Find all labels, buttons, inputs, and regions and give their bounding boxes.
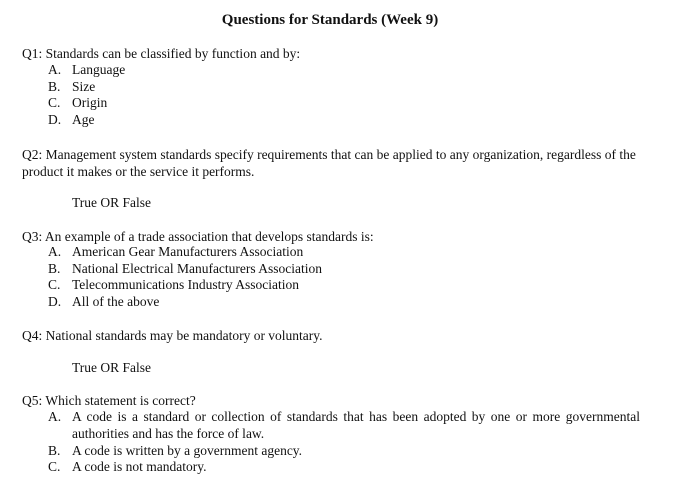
page-title: Questions for Standards (Week 9) — [221, 12, 439, 28]
q2-answer: True OR False — [72, 195, 152, 210]
q3-option-b: B. National Electrical Manufacturers Association — [48, 261, 323, 276]
q4-text: Q4: National standards may be mandatory or voluntary. — [22, 328, 323, 343]
q3-option-a: A. American Gear Manufacturers Association — [48, 244, 304, 259]
q1-option-d: D. Age — [48, 112, 95, 127]
q1-option-b: B. Size — [48, 79, 96, 94]
q5-option-b: B. A code is written by a government agency. — [48, 443, 303, 458]
q2-text: Q2: Management system standards specify requirements that can be applied to any organization, regardless of the product it makes or the service it performs. — [22, 147, 636, 179]
q3-option-c: C. Telecommunications Industry Association — [48, 277, 300, 292]
q1-option-a: A. Language — [48, 62, 126, 77]
q4-answer: True OR False — [72, 360, 152, 375]
q1-text: Q1: Standards can be classified by function and by: — [22, 46, 301, 61]
q5-option-c: C. A code is not mandatory. — [48, 459, 207, 474]
q1-option-c: C. Origin — [48, 95, 108, 110]
q5-text: Q5: Which statement is correct? — [22, 393, 196, 408]
q5-option-a: A. A code is a standard or collection of standards that has been adopted by one or more governmental authorities and has the force of law. — [48, 409, 640, 441]
q3-text: Q3: An example of a trade association that develops standards is: — [22, 229, 374, 244]
q3-option-d: D. All of the above — [48, 294, 160, 309]
